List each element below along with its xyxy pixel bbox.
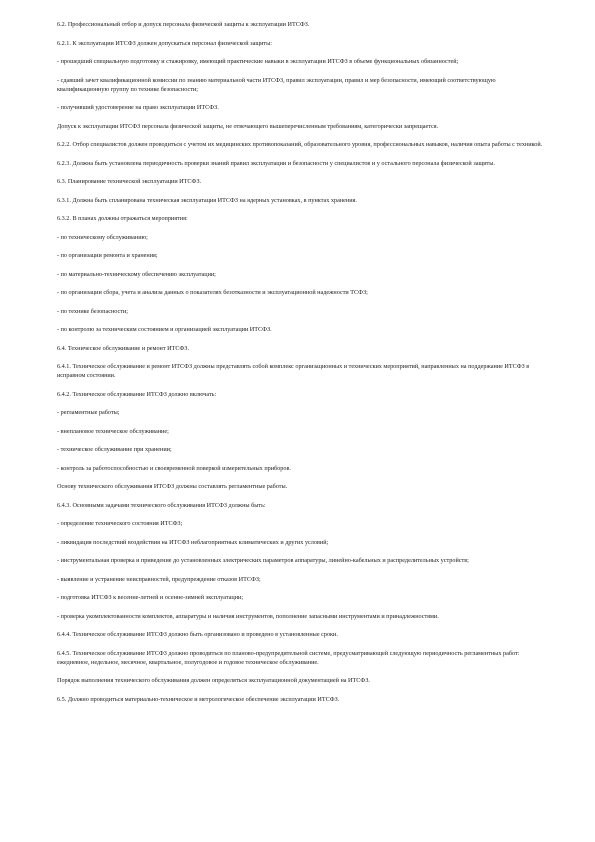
list-item: - техническое обслуживание при хранении; [57,446,172,453]
section-heading: 6.4. Техническое обслуживание и ремонт ИТСФЗ. [57,344,190,352]
paragraph: 6.3.2. В планах должны отражаться мероприятия: [57,215,188,222]
list-item: - по материально-техническому обеспечению эксплуатации; [57,270,216,278]
paragraph: 6.3.1. Должна быть спланирована техническая эксплуатация ИТСФЗ на ядерных установках, в пунктах хранения. [57,196,357,204]
document-body [57,20,545,713]
list-item: - внеплановое техническое обслуживание; [57,427,169,435]
list-item: - прошедший специальную подготовку и стажировку, имеющий практические навыки в эксплуатации ИТСФЗ в объеме функциональных обязанностей; [57,58,459,65]
list-item: - определение технического состояния ИТСФЗ; [57,520,183,527]
list-item: - выявление и устранение неисправностей, предупреждение отказов ИТСФЗ; [57,575,261,583]
paragraph: 6.2.1. К эксплуатации ИТСФЗ должен допускаться персонал физической защиты: [57,39,272,47]
paragraph: Порядок выполнения технического обслуживания должен определяться эксплуатационной документацией на ИТСФЗ. [57,677,370,684]
paragraph: 6.4.3. Основными задачами технического обслуживания ИТСФЗ должны быть: [57,501,266,509]
paragraph: 6.4.4. Техническое обслуживание ИТСФЗ должно быть организовано и проведено в установленные сроки. [57,631,338,638]
list-item: - проверка укомплектованности комплектов, аппаратуры и наличия инструментов, пополнение запасными инструментами и принадлежностями. [57,612,439,620]
list-item: - по контролю за техническим состоянием и организацией эксплуатации ИТСФЗ. [57,326,272,333]
paragraph: 6.4.1. Техническое обслуживание и ремонт ИТСФЗ должны представлять собой комплекс организационных и технических мероприятий, направленных на поддержание ИТСФЗ в исправном состоянии. [57,363,530,379]
list-item: - по организации сбора, учета и анализа данных о показателях безотказности и эксплуатационной надежности ТСФЗ; [57,289,368,296]
list-item: - сдавший зачет квалификационной комиссии по знанию материальной части ИТСФЗ, правил эксплуатации, правил и мер безопасности, имеющий соответствующую квалификационную группу по технике безопасности; [57,76,496,93]
list-item: - подготовка ИТСФЗ к весенне-летней и осенне-зимней эксплуатации; [57,594,244,601]
list-item: - контроль за работоспособностью и своевременной поверкой измерительных приборов. [57,464,291,472]
paragraph: 6.4.5. Техническое обслуживание ИТСФЗ должно проводиться по планово-предупредительной системе, предусматривающей следующую периодичность регламентных работ: ежедневное, недельное, месячное, квартальное, полугодовое и годовое техническое обслуживание. [57,649,520,666]
list-item: - регламентные работы; [57,409,120,416]
section-heading: 6.3. Планирование технической эксплуатации ИТСФЗ. [57,178,202,185]
list-item: - по организации ремонта и хранения; [57,252,158,259]
list-item: - ликвидация последствий воздействия на ИТСФЗ неблагоприятных климатических и других условий; [57,538,329,546]
paragraph: 6.2.2. Отбор специалистов должен проводиться с учетом их медицинских противопоказаний, образовательного уровня, профессиональных навыков, наличия опыта работы с техникой. [57,141,543,148]
paragraph: 6.2.3. Должна быть установлена периодичность проверки знаний правил эксплуатации и безопасности у специалистов и у остального персонала физической защиты. [57,159,495,167]
list-item: - получивший удостоверение на право эксплуатации ИТСФЗ. [57,104,219,111]
list-item: - инструментальная проверка и приведение до установленных электрических параметров аппаратуры, линейно-кабельных и распределительных устройств; [57,557,469,564]
list-item: - по техническому обслуживанию; [57,233,148,241]
paragraph: 6.4.2. Техническое обслуживание ИТСФЗ должно включать: [57,390,217,398]
list-item: - по технике безопасности; [57,307,129,315]
section-heading: 6.5. Должно проводиться материально-техническое и метрологическое обеспечение эксплуатации ИТСФЗ. [57,695,340,703]
section-heading: 6.2. Профессиональный отбор и допуск персонала физической защиты к эксплуатации ИТСФЗ. [57,21,310,28]
paragraph: Допуск к эксплуатации ИТСФЗ персонала физической защиты, не отвечающего вышеперечисленным требованиям, категорически запрещается. [57,122,439,130]
paragraph: Основу технического обслуживания ИТСФЗ должны составлять регламентные работы. [57,483,288,490]
